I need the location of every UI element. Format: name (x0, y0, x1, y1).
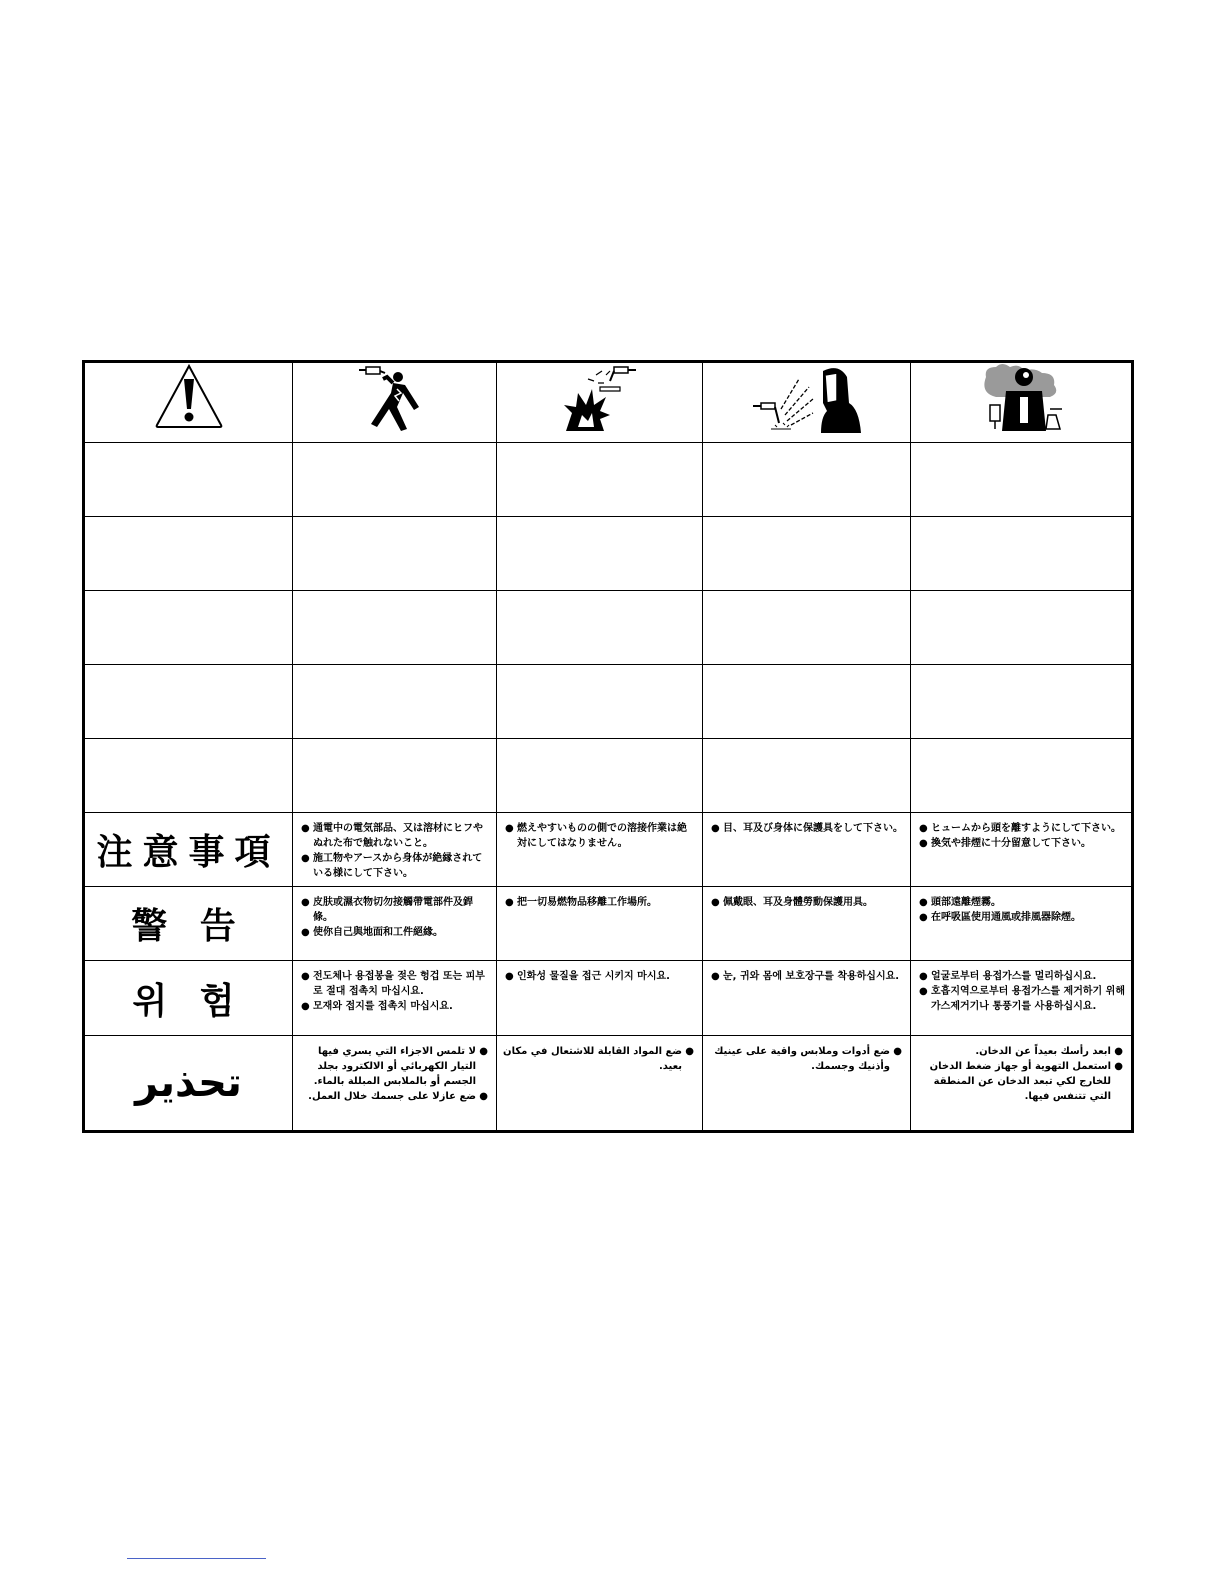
language-label-korean: 위 험 (132, 980, 245, 1022)
warning-item: ● 佩戴眼、耳及身體勞動保護用具。 (711, 895, 904, 910)
warning-list-fire (497, 1036, 702, 1074)
warning-triangle-icon (154, 363, 224, 429)
warning-list-fire (497, 813, 702, 851)
warning-item: ● ابعد رأسك بعيداً عن الدخان. (917, 1044, 1123, 1059)
warning-item: ● ضع أدوات وملابس واقية على عينيك وأذنيك وجسمك. (709, 1044, 902, 1074)
warning-item: ● 換気や排煙に十分留意して下さい。 (919, 836, 1125, 851)
warning-list-electric-shock (293, 1036, 496, 1104)
warning-item: ● 施工物やアースから身体が絶縁されている様にして下さい。 (301, 851, 490, 881)
warning-list-fire (497, 961, 702, 984)
hazard-icon-row (84, 362, 1133, 443)
blank-row (84, 739, 1133, 813)
warning-item: ● 目、耳及び身体に保護具をして下さい。 (711, 821, 904, 836)
warning-item: ● 使你自己與地面和工件絕緣。 (301, 925, 490, 940)
warning-item: ● ضع المواد القابلة للاشتعال في مكان بعيد. (503, 1044, 694, 1074)
language-label-arabic: تحذير (135, 1059, 242, 1106)
warning-list-electric-shock (293, 887, 496, 940)
blank-row (84, 665, 1133, 739)
blank-row (84, 517, 1133, 591)
warning-item: ● ضع عازلا على جسمك خلال العمل. (299, 1089, 488, 1104)
warning-list-electric-shock (293, 961, 496, 1014)
warning-list-fumes (911, 961, 1131, 1014)
warning-item: ● 호흡지역으로부터 용접가스를 제거하기 위해 가스제거기나 통풍기를 사용하십시요. (919, 984, 1125, 1014)
fumes-gases-icon (976, 363, 1066, 435)
language-label-chinese: 警 告 (131, 906, 246, 948)
language-label-japanese: 注意事項 (96, 832, 281, 874)
warning-item: ● 把一切易燃物品移離工作場所。 (505, 895, 696, 910)
warning-item: ● 얼굴로부터 용접가스를 멀리하십시요. (919, 969, 1125, 984)
warning-list-fumes (911, 887, 1131, 925)
warning-item: ● استعمل التهوية أو جهاز ضغط الدخان للخارج لكي تبعد الدخان عن المنطقة التي تتنفس فيها. (917, 1059, 1123, 1104)
safety-warning-table (82, 360, 1134, 1133)
warning-item: ● 눈, 귀와 몸에 보호장구를 착용하십시요. (711, 969, 904, 984)
warning-item: ● 通電中の電気部品、又は溶材にヒフやぬれた布で触れないこと。 (301, 821, 490, 851)
arc-rays-icon (747, 363, 867, 435)
warning-list-electric-shock (293, 813, 496, 881)
fire-explosion-icon (560, 363, 640, 433)
electric-shock-icon (355, 363, 435, 433)
warning-row-korean (84, 961, 1133, 1035)
warning-row-japanese (84, 813, 1133, 887)
warning-list-fire (497, 887, 702, 910)
warning-item: ● 頭部遠離煙霧。 (919, 895, 1125, 910)
warning-item: ● 皮肤或濕衣物切勿接觸帶電部件及銲條。 (301, 895, 490, 925)
warning-list-arc-rays (703, 887, 910, 910)
warning-item: ● ヒュームから頭を離すようにして下さい。 (919, 821, 1125, 836)
warning-list-fumes (911, 813, 1131, 851)
warning-row-arabic (84, 1035, 1133, 1131)
warning-row-chinese (84, 887, 1133, 961)
blank-row (84, 591, 1133, 665)
warning-item: ● 燃えやすいものの側での溶接作業は絶対にしてはなりません。 (505, 821, 696, 851)
warning-item: ● 전도체나 용접봉을 젖은 헝겁 또는 피부로 절대 접촉치 마십시요. (301, 969, 490, 999)
warning-item: ● لا تلمس الاجزاء التي يسري فيها التيار الكهربائي أو الالكترود بجلد الجسم أو بالملابس المبللة بالماء. (299, 1044, 488, 1089)
warning-list-fumes (911, 1036, 1131, 1104)
warning-list-arc-rays (703, 1036, 910, 1074)
warning-list-arc-rays (703, 961, 910, 984)
warning-list-arc-rays (703, 813, 910, 836)
warning-item: ● 인화성 물질을 접근 시키지 마시요. (505, 969, 696, 984)
warning-item: ● 모재와 접지를 접촉치 마십시요. (301, 999, 490, 1014)
warning-item: ● 在呼吸區使用通風或排風器除煙。 (919, 910, 1125, 925)
footer-rule (127, 1558, 266, 1559)
blank-row (84, 443, 1133, 517)
